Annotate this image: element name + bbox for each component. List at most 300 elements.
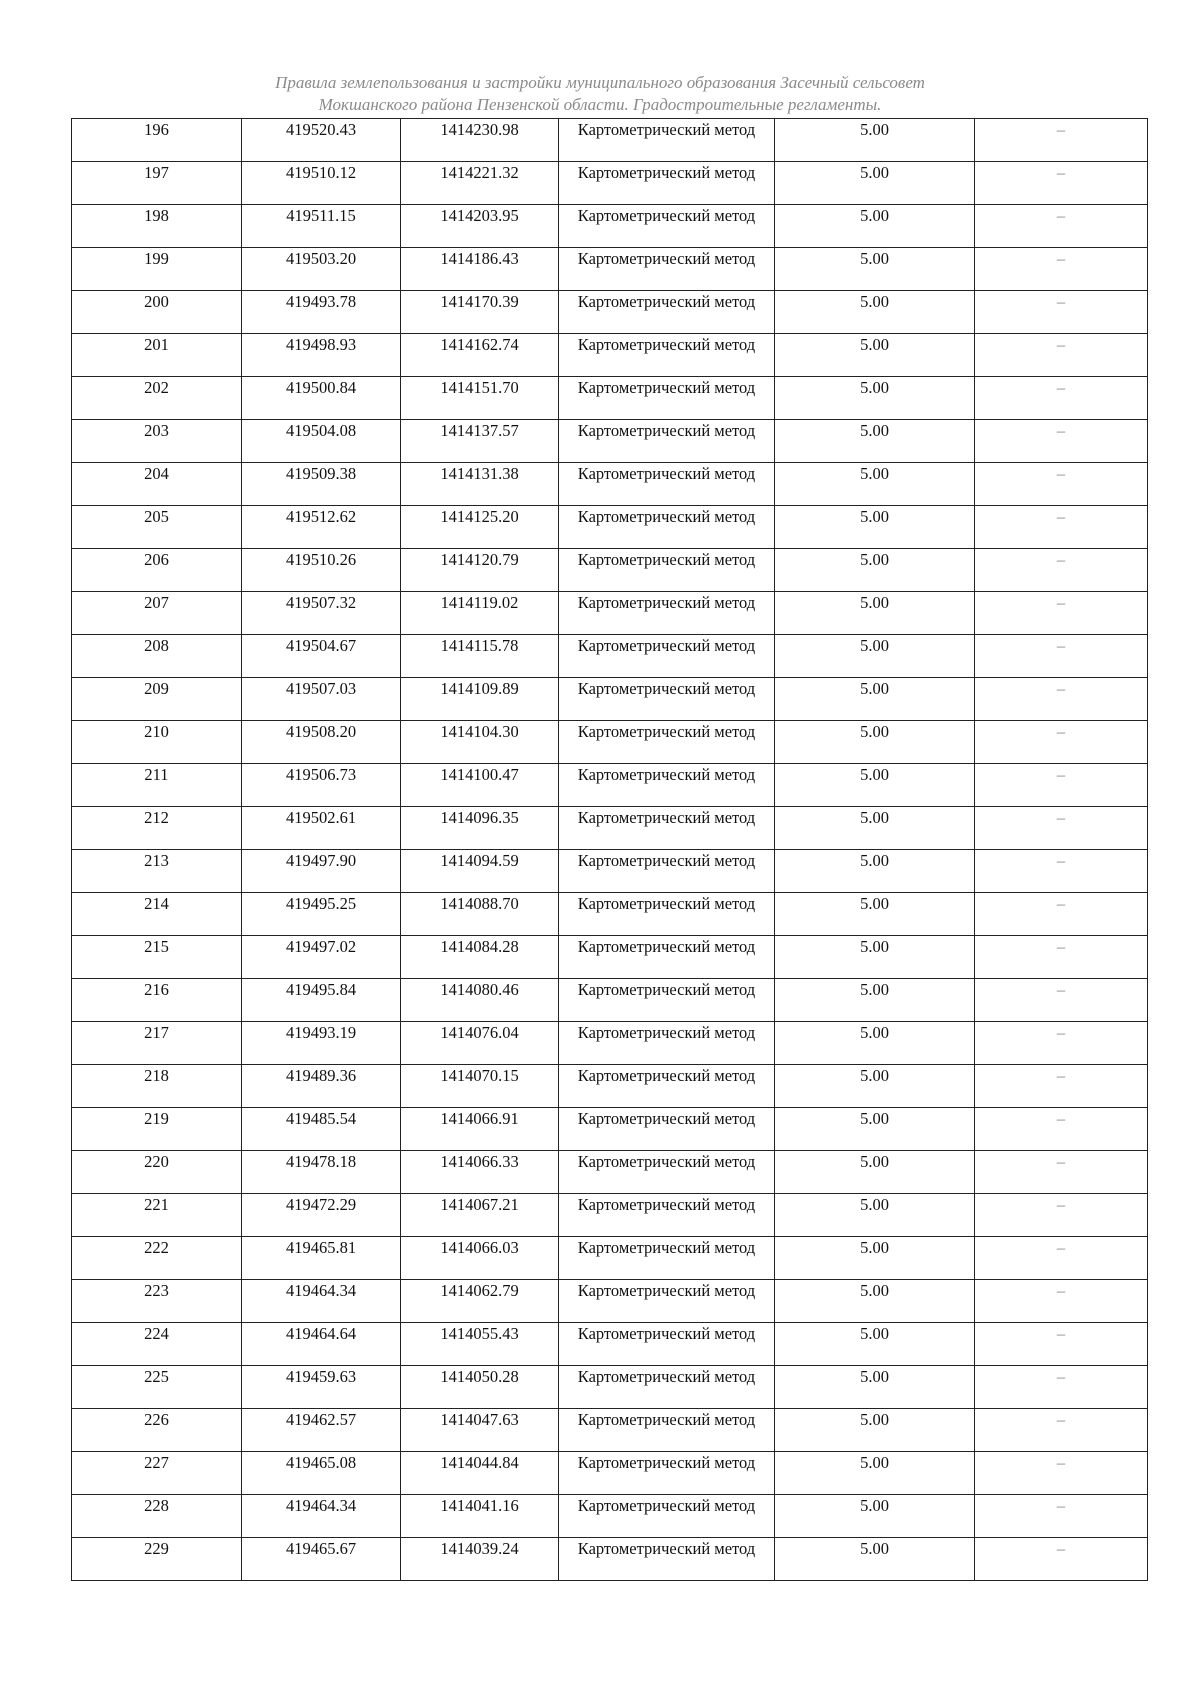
point-number-text: 198 (144, 206, 169, 225)
method-cell (559, 248, 775, 291)
y-coordinate-cell (401, 979, 559, 1022)
method-cell (559, 377, 775, 420)
note-text: – (1056, 550, 1066, 569)
x-coordinate-cell (242, 1323, 401, 1366)
note-text: – (1056, 765, 1066, 784)
point-number-text: 223 (144, 1281, 169, 1300)
note-text: – (1056, 1324, 1066, 1343)
note-text: – (1056, 1281, 1066, 1300)
y-coordinate-cell (401, 162, 559, 205)
y-coordinate-text: 1414076.04 (440, 1023, 519, 1042)
y-coordinate-text: 1414170.39 (440, 292, 519, 311)
y-coordinate-cell (401, 678, 559, 721)
y-coordinate-cell (401, 850, 559, 893)
note-text: – (1056, 636, 1066, 655)
y-coordinate-cell (401, 1151, 559, 1194)
x-coordinate-cell (242, 807, 401, 850)
method-text: Картометрический метод (577, 722, 756, 741)
method-text: Картометрический метод (577, 507, 756, 526)
y-coordinate-cell (401, 764, 559, 807)
note-text: – (1056, 507, 1066, 526)
accuracy-cell (775, 377, 975, 420)
method-cell (559, 162, 775, 205)
table-row (72, 119, 1148, 162)
method-cell (559, 678, 775, 721)
x-coordinate-text: 419459.63 (285, 1367, 357, 1386)
note-text: – (1056, 894, 1066, 913)
x-coordinate-cell (242, 1280, 401, 1323)
accuracy-text: 5.00 (860, 421, 889, 440)
note-cell (975, 936, 1148, 979)
note-text: – (1056, 206, 1066, 225)
point-number-cell (72, 592, 242, 635)
method-cell (559, 1194, 775, 1237)
accuracy-cell (775, 1280, 975, 1323)
method-cell (559, 1237, 775, 1280)
accuracy-text: 5.00 (860, 1152, 889, 1171)
note-text: – (1056, 335, 1066, 354)
point-number-cell (72, 1366, 242, 1409)
note-text: – (1056, 1539, 1066, 1558)
x-coordinate-text: 419462.57 (285, 1410, 357, 1429)
point-number-cell (72, 1409, 242, 1452)
point-number-text: 204 (144, 464, 169, 483)
y-coordinate-cell (401, 1538, 559, 1581)
note-text: – (1056, 1195, 1066, 1214)
point-number-text: 209 (144, 679, 169, 698)
point-number-text: 207 (144, 593, 169, 612)
method-text: Картометрический метод (577, 1023, 756, 1042)
note-cell (975, 1151, 1148, 1194)
point-number-cell (72, 1452, 242, 1495)
table-row (72, 1409, 1148, 1452)
note-cell (975, 1022, 1148, 1065)
method-text: Картометрический метод (577, 1195, 756, 1214)
x-coordinate-text: 419465.08 (285, 1453, 357, 1472)
x-coordinate-text: 419493.19 (285, 1023, 357, 1042)
point-number-text: 210 (144, 722, 169, 741)
table-row (72, 1237, 1148, 1280)
note-cell (975, 893, 1148, 936)
y-coordinate-text: 1414055.43 (440, 1324, 519, 1343)
point-number-cell (72, 850, 242, 893)
note-cell (975, 979, 1148, 1022)
x-coordinate-cell (242, 1366, 401, 1409)
x-coordinate-text: 419493.78 (285, 292, 357, 311)
note-cell (975, 291, 1148, 334)
table-row (72, 205, 1148, 248)
method-cell (559, 1065, 775, 1108)
accuracy-cell (775, 678, 975, 721)
table-row (72, 334, 1148, 377)
note-cell (975, 377, 1148, 420)
accuracy-text: 5.00 (860, 1109, 889, 1128)
accuracy-cell (775, 291, 975, 334)
method-text: Картометрический метод (577, 1066, 756, 1085)
accuracy-cell (775, 549, 975, 592)
method-text: Картометрический метод (577, 851, 756, 870)
method-cell (559, 721, 775, 764)
accuracy-text: 5.00 (860, 1023, 889, 1042)
accuracy-cell (775, 463, 975, 506)
note-text: – (1056, 980, 1066, 999)
y-coordinate-cell (401, 506, 559, 549)
note-cell (975, 248, 1148, 291)
point-number-text: 227 (144, 1453, 169, 1472)
y-coordinate-cell (401, 420, 559, 463)
note-cell (975, 1452, 1148, 1495)
note-cell (975, 1108, 1148, 1151)
accuracy-text: 5.00 (860, 894, 889, 913)
y-coordinate-text: 1414120.79 (440, 550, 519, 569)
method-cell (559, 592, 775, 635)
accuracy-text: 5.00 (860, 980, 889, 999)
x-coordinate-text: 419504.67 (285, 636, 357, 655)
x-coordinate-text: 419507.03 (285, 679, 357, 698)
x-coordinate-cell (242, 1495, 401, 1538)
point-number-cell (72, 420, 242, 463)
point-number-cell (72, 1538, 242, 1581)
accuracy-cell (775, 334, 975, 377)
x-coordinate-text: 419500.84 (285, 378, 357, 397)
y-coordinate-cell (401, 635, 559, 678)
accuracy-cell (775, 1194, 975, 1237)
point-number-cell (72, 463, 242, 506)
x-coordinate-cell (242, 635, 401, 678)
y-coordinate-cell (401, 549, 559, 592)
note-cell (975, 1538, 1148, 1581)
method-text: Картометрический метод (577, 249, 756, 268)
table-row (72, 1194, 1148, 1237)
y-coordinate-text: 1414151.70 (440, 378, 519, 397)
y-coordinate-text: 1414066.91 (440, 1109, 519, 1128)
table-row (72, 1452, 1148, 1495)
y-coordinate-cell (401, 463, 559, 506)
y-coordinate-cell (401, 119, 559, 162)
accuracy-text: 5.00 (860, 550, 889, 569)
x-coordinate-cell (242, 1151, 401, 1194)
accuracy-cell (775, 1452, 975, 1495)
x-coordinate-cell (242, 162, 401, 205)
method-text: Картометрический метод (577, 894, 756, 913)
accuracy-text: 5.00 (860, 722, 889, 741)
x-coordinate-cell (242, 1065, 401, 1108)
point-number-cell (72, 291, 242, 334)
method-cell (559, 291, 775, 334)
table-row (72, 1108, 1148, 1151)
point-number-cell (72, 936, 242, 979)
x-coordinate-cell (242, 1237, 401, 1280)
point-number-cell (72, 979, 242, 1022)
x-coordinate-text: 419464.34 (285, 1496, 357, 1515)
y-coordinate-text: 1414186.43 (440, 249, 519, 268)
point-number-text: 220 (144, 1152, 169, 1171)
note-cell (975, 549, 1148, 592)
point-number-text: 226 (144, 1410, 169, 1429)
accuracy-cell (775, 1495, 975, 1538)
y-coordinate-text: 1414088.70 (440, 894, 519, 913)
point-number-cell (72, 1065, 242, 1108)
table-row (72, 850, 1148, 893)
accuracy-cell (775, 506, 975, 549)
y-coordinate-text: 1414131.38 (440, 464, 519, 483)
accuracy-cell (775, 592, 975, 635)
method-text: Картометрический метод (577, 163, 756, 182)
y-coordinate-text: 1414125.20 (440, 507, 519, 526)
y-coordinate-cell (401, 1366, 559, 1409)
note-cell (975, 506, 1148, 549)
method-cell (559, 1495, 775, 1538)
x-coordinate-text: 419464.64 (285, 1324, 357, 1343)
table-row (72, 291, 1148, 334)
y-coordinate-text: 1414104.30 (440, 722, 519, 741)
y-coordinate-text: 1414066.03 (440, 1238, 519, 1257)
x-coordinate-cell (242, 893, 401, 936)
y-coordinate-cell (401, 248, 559, 291)
y-coordinate-text: 1414080.46 (440, 980, 519, 999)
point-number-cell (72, 764, 242, 807)
point-number-text: 202 (144, 378, 169, 397)
method-cell (559, 1409, 775, 1452)
table-row (72, 979, 1148, 1022)
note-text: – (1056, 378, 1066, 397)
accuracy-text: 5.00 (860, 1410, 889, 1429)
method-cell (559, 979, 775, 1022)
table-row (72, 635, 1148, 678)
point-number-text: 218 (144, 1066, 169, 1085)
y-coordinate-cell (401, 1108, 559, 1151)
point-number-text: 225 (144, 1367, 169, 1386)
x-coordinate-text: 419495.25 (285, 894, 357, 913)
method-text: Картометрический метод (577, 1453, 756, 1472)
point-number-cell (72, 1280, 242, 1323)
method-text: Картометрический метод (577, 1324, 756, 1343)
point-number-cell (72, 1495, 242, 1538)
x-coordinate-cell (242, 721, 401, 764)
accuracy-cell (775, 1237, 975, 1280)
table-row (72, 592, 1148, 635)
accuracy-cell (775, 248, 975, 291)
accuracy-cell (775, 1538, 975, 1581)
accuracy-cell (775, 1065, 975, 1108)
accuracy-text: 5.00 (860, 206, 889, 225)
method-cell (559, 764, 775, 807)
note-cell (975, 807, 1148, 850)
point-number-text: 197 (144, 163, 169, 182)
method-text: Картометрический метод (577, 550, 756, 569)
x-coordinate-text: 419478.18 (285, 1152, 357, 1171)
note-cell (975, 334, 1148, 377)
accuracy-cell (775, 420, 975, 463)
method-text: Картометрический метод (577, 464, 756, 483)
point-number-text: 200 (144, 292, 169, 311)
note-cell (975, 420, 1148, 463)
accuracy-cell (775, 979, 975, 1022)
point-number-cell (72, 807, 242, 850)
x-coordinate-cell (242, 1452, 401, 1495)
x-coordinate-text: 419464.34 (285, 1281, 357, 1300)
method-cell (559, 1151, 775, 1194)
accuracy-text: 5.00 (860, 249, 889, 268)
note-cell (975, 1366, 1148, 1409)
note-cell (975, 764, 1148, 807)
note-text: – (1056, 1152, 1066, 1171)
y-coordinate-text: 1414109.89 (440, 679, 519, 698)
point-number-text: 213 (144, 851, 169, 870)
x-coordinate-cell (242, 549, 401, 592)
y-coordinate-text: 1414039.24 (440, 1539, 519, 1558)
x-coordinate-cell (242, 592, 401, 635)
point-number-cell (72, 334, 242, 377)
coordinates-table-body (72, 119, 1148, 1581)
y-coordinate-text: 1414096.35 (440, 808, 519, 827)
point-number-cell (72, 162, 242, 205)
x-coordinate-text: 419512.62 (285, 507, 357, 526)
x-coordinate-text: 419497.02 (285, 937, 357, 956)
y-coordinate-cell (401, 893, 559, 936)
note-cell (975, 1237, 1148, 1280)
x-coordinate-cell (242, 1194, 401, 1237)
y-coordinate-text: 1414041.16 (440, 1496, 519, 1515)
method-text: Картометрический метод (577, 636, 756, 655)
y-coordinate-text: 1414094.59 (440, 851, 519, 870)
note-text: – (1056, 1367, 1066, 1386)
point-number-text: 211 (144, 765, 169, 784)
accuracy-cell (775, 936, 975, 979)
y-coordinate-cell (401, 291, 559, 334)
accuracy-text: 5.00 (860, 1324, 889, 1343)
method-cell (559, 1452, 775, 1495)
table-row (72, 420, 1148, 463)
x-coordinate-text: 419508.20 (285, 722, 357, 741)
x-coordinate-text: 419497.90 (285, 851, 357, 870)
y-coordinate-text: 1414203.95 (440, 206, 519, 225)
y-coordinate-cell (401, 1495, 559, 1538)
accuracy-text: 5.00 (860, 163, 889, 182)
note-cell (975, 119, 1148, 162)
point-number-text: 214 (144, 894, 169, 913)
point-number-text: 201 (144, 335, 169, 354)
table-row (72, 1151, 1148, 1194)
y-coordinate-text: 1414050.28 (440, 1367, 519, 1386)
accuracy-cell (775, 1108, 975, 1151)
method-cell (559, 420, 775, 463)
note-text: – (1056, 1109, 1066, 1128)
note-text: – (1056, 120, 1066, 139)
accuracy-cell (775, 850, 975, 893)
point-number-cell (72, 893, 242, 936)
method-cell (559, 1323, 775, 1366)
note-text: – (1056, 679, 1066, 698)
note-cell (975, 678, 1148, 721)
method-cell (559, 119, 775, 162)
accuracy-text: 5.00 (860, 1281, 889, 1300)
note-text: – (1056, 464, 1066, 483)
point-number-text: 196 (144, 120, 169, 139)
note-text: – (1056, 1238, 1066, 1257)
note-cell (975, 850, 1148, 893)
y-coordinate-cell (401, 936, 559, 979)
page-header (0, 72, 1200, 116)
point-number-text: 222 (144, 1238, 169, 1257)
note-text: – (1056, 163, 1066, 182)
note-text: – (1056, 593, 1066, 612)
accuracy-text: 5.00 (860, 1496, 889, 1515)
x-coordinate-text: 419511.15 (286, 206, 356, 225)
x-coordinate-text: 419498.93 (285, 335, 357, 354)
accuracy-text: 5.00 (860, 1238, 889, 1257)
point-number-cell (72, 635, 242, 678)
y-coordinate-text: 1414067.21 (440, 1195, 519, 1214)
method-cell (559, 1280, 775, 1323)
point-number-text: 224 (144, 1324, 169, 1343)
x-coordinate-cell (242, 850, 401, 893)
point-number-cell (72, 119, 242, 162)
x-coordinate-cell (242, 936, 401, 979)
y-coordinate-text: 1414230.98 (440, 120, 519, 139)
accuracy-cell (775, 1022, 975, 1065)
note-text: – (1056, 1023, 1066, 1042)
y-coordinate-cell (401, 592, 559, 635)
table-row (72, 377, 1148, 420)
y-coordinate-cell (401, 1022, 559, 1065)
method-text: Картометрический метод (577, 980, 756, 999)
note-cell (975, 1280, 1148, 1323)
table-row (72, 1022, 1148, 1065)
y-coordinate-text: 1414066.33 (440, 1152, 519, 1171)
note-text: – (1056, 1066, 1066, 1085)
table-row (72, 678, 1148, 721)
point-number-cell (72, 1151, 242, 1194)
accuracy-text: 5.00 (860, 679, 889, 698)
note-cell (975, 205, 1148, 248)
method-cell (559, 893, 775, 936)
header-line-2: Мокшанского района Пензенской области. Градостроительные регламенты. (318, 95, 882, 114)
note-text: – (1056, 421, 1066, 440)
x-coordinate-cell (242, 1538, 401, 1581)
table-row (72, 721, 1148, 764)
point-number-text: 228 (144, 1496, 169, 1515)
accuracy-text: 5.00 (860, 120, 889, 139)
accuracy-text: 5.00 (860, 1539, 889, 1558)
y-coordinate-cell (401, 721, 559, 764)
method-text: Картометрический метод (577, 808, 756, 827)
x-coordinate-cell (242, 119, 401, 162)
accuracy-cell (775, 119, 975, 162)
accuracy-cell (775, 162, 975, 205)
table-row (72, 764, 1148, 807)
x-coordinate-text: 419504.08 (285, 421, 357, 440)
note-cell (975, 635, 1148, 678)
note-text: – (1056, 1410, 1066, 1429)
y-coordinate-cell (401, 1194, 559, 1237)
method-text: Картометрический метод (577, 1238, 756, 1257)
point-number-cell (72, 1108, 242, 1151)
accuracy-text: 5.00 (860, 851, 889, 870)
table-row (72, 248, 1148, 291)
y-coordinate-cell (401, 807, 559, 850)
y-coordinate-cell (401, 1452, 559, 1495)
note-text: – (1056, 808, 1066, 827)
x-coordinate-text: 419485.54 (285, 1109, 357, 1128)
y-coordinate-cell (401, 377, 559, 420)
x-coordinate-cell (242, 463, 401, 506)
note-text: – (1056, 292, 1066, 311)
accuracy-text: 5.00 (860, 765, 889, 784)
point-number-cell (72, 549, 242, 592)
y-coordinate-text: 1414062.79 (440, 1281, 519, 1300)
x-coordinate-cell (242, 248, 401, 291)
